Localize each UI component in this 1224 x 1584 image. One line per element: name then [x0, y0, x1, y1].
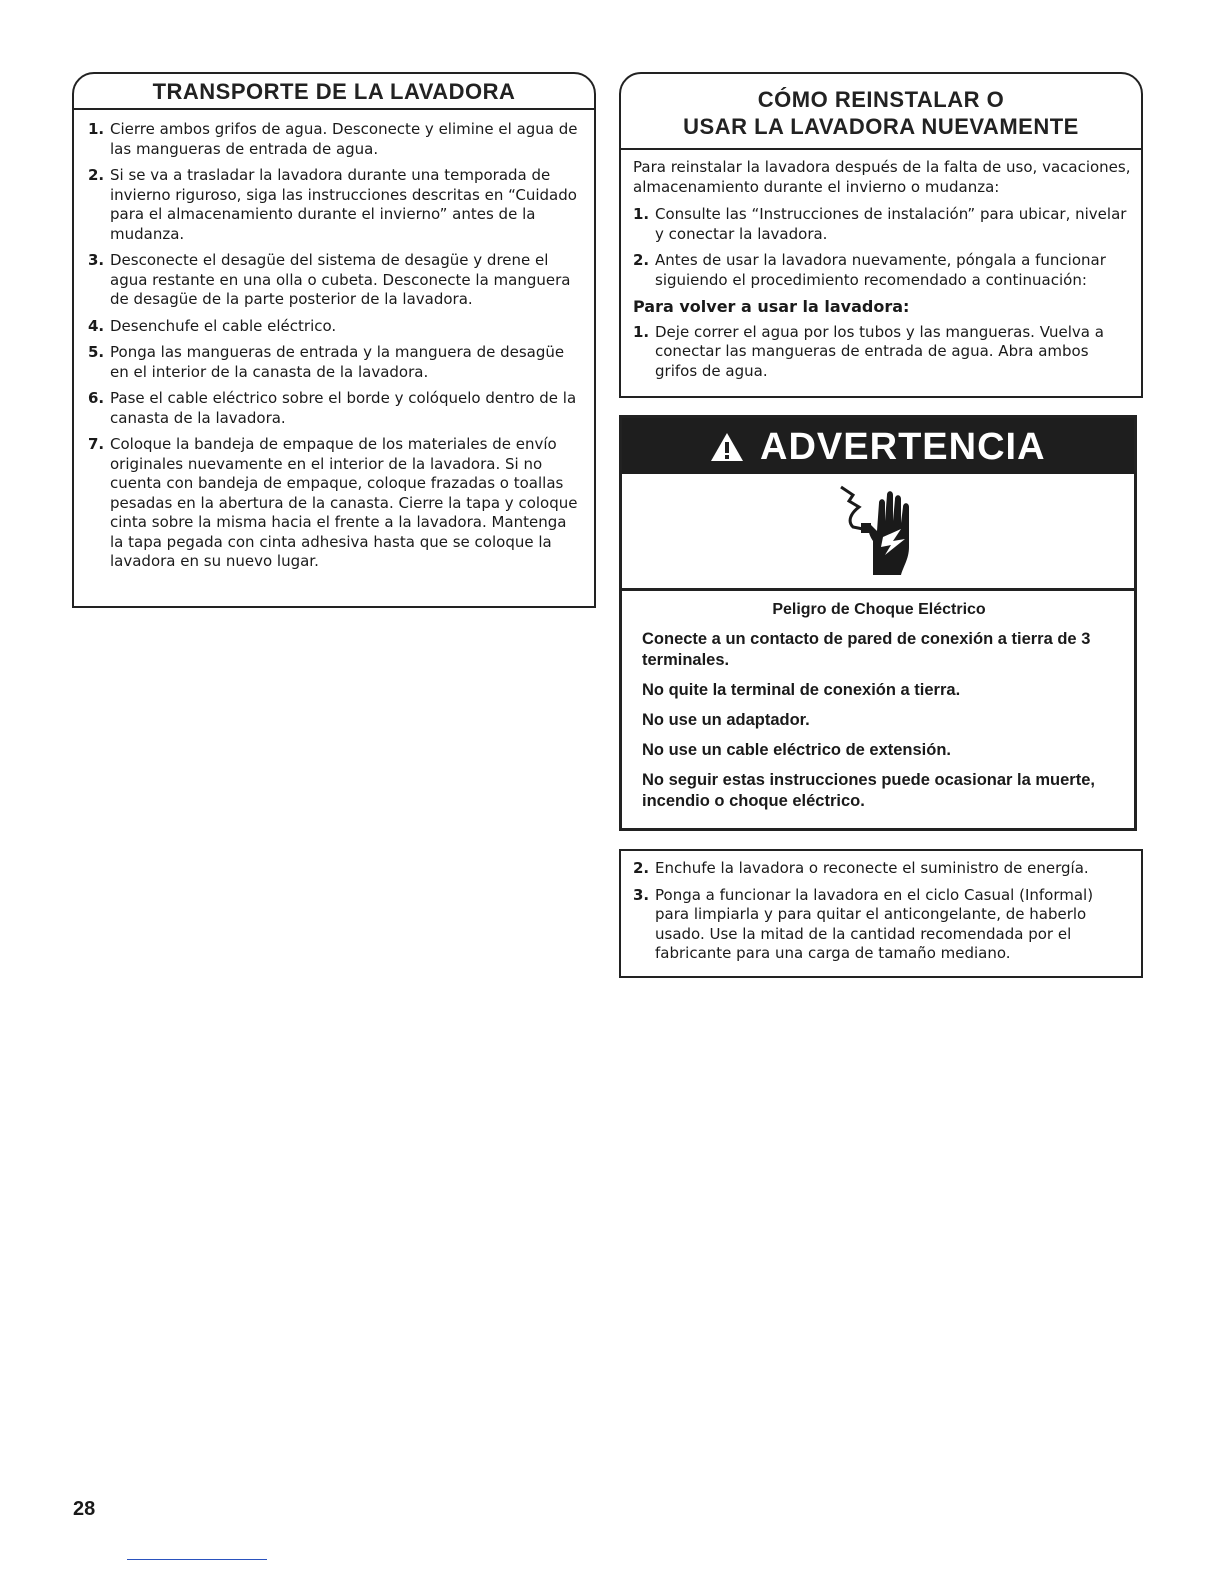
- step-text: Coloque la bandeja de empaque de los materiales de envío originales nuevamente en el interior de la lavadora. Si no cuenta con bandeja de empaque, coloque frazadas o toallas pesadas en la abertura de la canasta. Cierre la tapa y coloque cinta sobre la misma hacia el frente a la lavadora. Mantenga la tapa pegada con cinta adhesiva hasta que se coloque la lavadora en su nuevo lugar.: [110, 435, 578, 570]
- warning-box: [619, 415, 1137, 831]
- step-number: 2.: [633, 251, 650, 269]
- step-number: 2.: [88, 166, 105, 184]
- step-text: Ponga a funcionar la lavadora en el ciclo Casual (Informal) para limpiarla y para quitar el anticongelante, de haberlo usado. Use la mitad de la cantidad recomendada por el fabricante para una carga de tamaño mediano.: [655, 885, 1094, 962]
- electric-shock-hand-icon: [833, 479, 923, 583]
- list-item: [88, 251, 584, 310]
- transport-title: TRANSPORTE DE LA LAVADORA: [74, 74, 594, 110]
- reinstall-body: [621, 150, 1141, 381]
- list-item: [88, 343, 584, 382]
- list-item: [88, 389, 584, 428]
- list-item: [633, 323, 1131, 382]
- list-item: [633, 886, 1131, 964]
- step-text: Desenchufe el cable eléctrico.: [110, 316, 337, 335]
- step-text: Ponga las mangueras de entrada y la manguera de desagüe en el interior de la canasta de la lavadora.: [110, 343, 565, 381]
- step-number: 6.: [88, 389, 105, 407]
- reinstall-title-line2: USAR LA LAVADORA NUEVAMENTE: [683, 114, 1079, 139]
- warning-icon-area: [622, 474, 1134, 591]
- continue-steps: [621, 851, 1141, 964]
- step-text: Consulte las “Instrucciones de instalación” para ubicar, nivelar y conectar la lavadora.: [655, 205, 1127, 243]
- step-number: 4.: [88, 316, 105, 335]
- list-item: [88, 317, 584, 337]
- warning-line: No use un cable eléctrico de extensión.: [642, 741, 952, 759]
- warning-line: No use un adaptador.: [642, 711, 810, 729]
- step-text: Si se va a trasladar la lavadora durante una temporada de invierno riguroso, siga las instrucciones descritas en “Cuidado para el almacenamiento durante el invierno” antes de la mudanza.: [110, 166, 577, 243]
- page-number: 28: [73, 1498, 96, 1520]
- step-number: 2.: [633, 859, 650, 877]
- transport-steps: [74, 110, 594, 572]
- step-number: 5.: [88, 343, 105, 361]
- step-text: Deje correr el agua por los tubos y las mangueras. Vuelva a conectar las mangueras de entrada de agua. Abra ambos grifos de agua.: [655, 322, 1104, 380]
- step-number: 3.: [88, 251, 105, 269]
- list-item: [88, 166, 584, 244]
- step-number: 1.: [88, 120, 105, 138]
- reinstall-title-line1: CÓMO REINSTALAR O: [757, 87, 1005, 112]
- step-number: 1.: [633, 205, 650, 223]
- footer-rule: [127, 1559, 267, 1560]
- reinstall-subheading: Para volver a usar la lavadora:: [633, 297, 910, 316]
- warning-header: [622, 418, 1134, 474]
- transport-section: [72, 72, 596, 608]
- warning-line: Conecte a un contacto de pared de conexión a tierra de 3 terminales.: [642, 630, 1091, 669]
- list-item: [633, 251, 1131, 290]
- step-text: Enchufe la lavadora o reconecte el suministro de energía.: [655, 859, 1089, 877]
- warning-header-text: ADVERTENCIA: [760, 426, 1046, 468]
- list-item: [88, 120, 584, 159]
- warning-line: No quite la terminal de conexión a tierra.: [642, 681, 961, 699]
- reinstall-intro: Para reinstalar la lavadora después de la falta de uso, vacaciones, almacenamiento durante el invierno o mudanza:: [633, 158, 1131, 196]
- warning-triangle-icon: [710, 426, 756, 468]
- warning-line: No seguir estas instrucciones puede ocasionar la muerte, incendio o choque eléctrico.: [642, 771, 1095, 810]
- step-text: Pase el cable eléctrico sobre el borde y colóquelo dentro de la canasta de la lavadora.: [110, 389, 577, 427]
- reinstall-section: [619, 72, 1143, 398]
- step-number: 1.: [633, 322, 650, 341]
- list-item: [633, 205, 1131, 244]
- step-text: Desconecte el desagüe del sistema de desagüe y drene el agua restante en una olla o cubeta. Desconecte la manguera de desagüe de la parte posterior de la lavadora.: [110, 251, 571, 308]
- step-number: 7.: [88, 435, 105, 453]
- list-item: [633, 859, 1131, 879]
- step-text: Antes de usar la lavadora nuevamente, póngala a funcionar siguiendo el procedimiento recomendado a continuación:: [655, 251, 1106, 289]
- step-text: Cierre ambos grifos de agua. Desconecte y elimine el agua de las mangueras de entrada de agua.: [110, 120, 578, 158]
- list-item: [88, 435, 584, 572]
- warning-text: [622, 591, 1134, 812]
- step-number: 3.: [633, 885, 650, 904]
- continue-steps-box: [619, 849, 1143, 978]
- reinstall-title: [621, 74, 1141, 150]
- warning-hazard-title: Peligro de Choque Eléctrico: [772, 601, 986, 618]
